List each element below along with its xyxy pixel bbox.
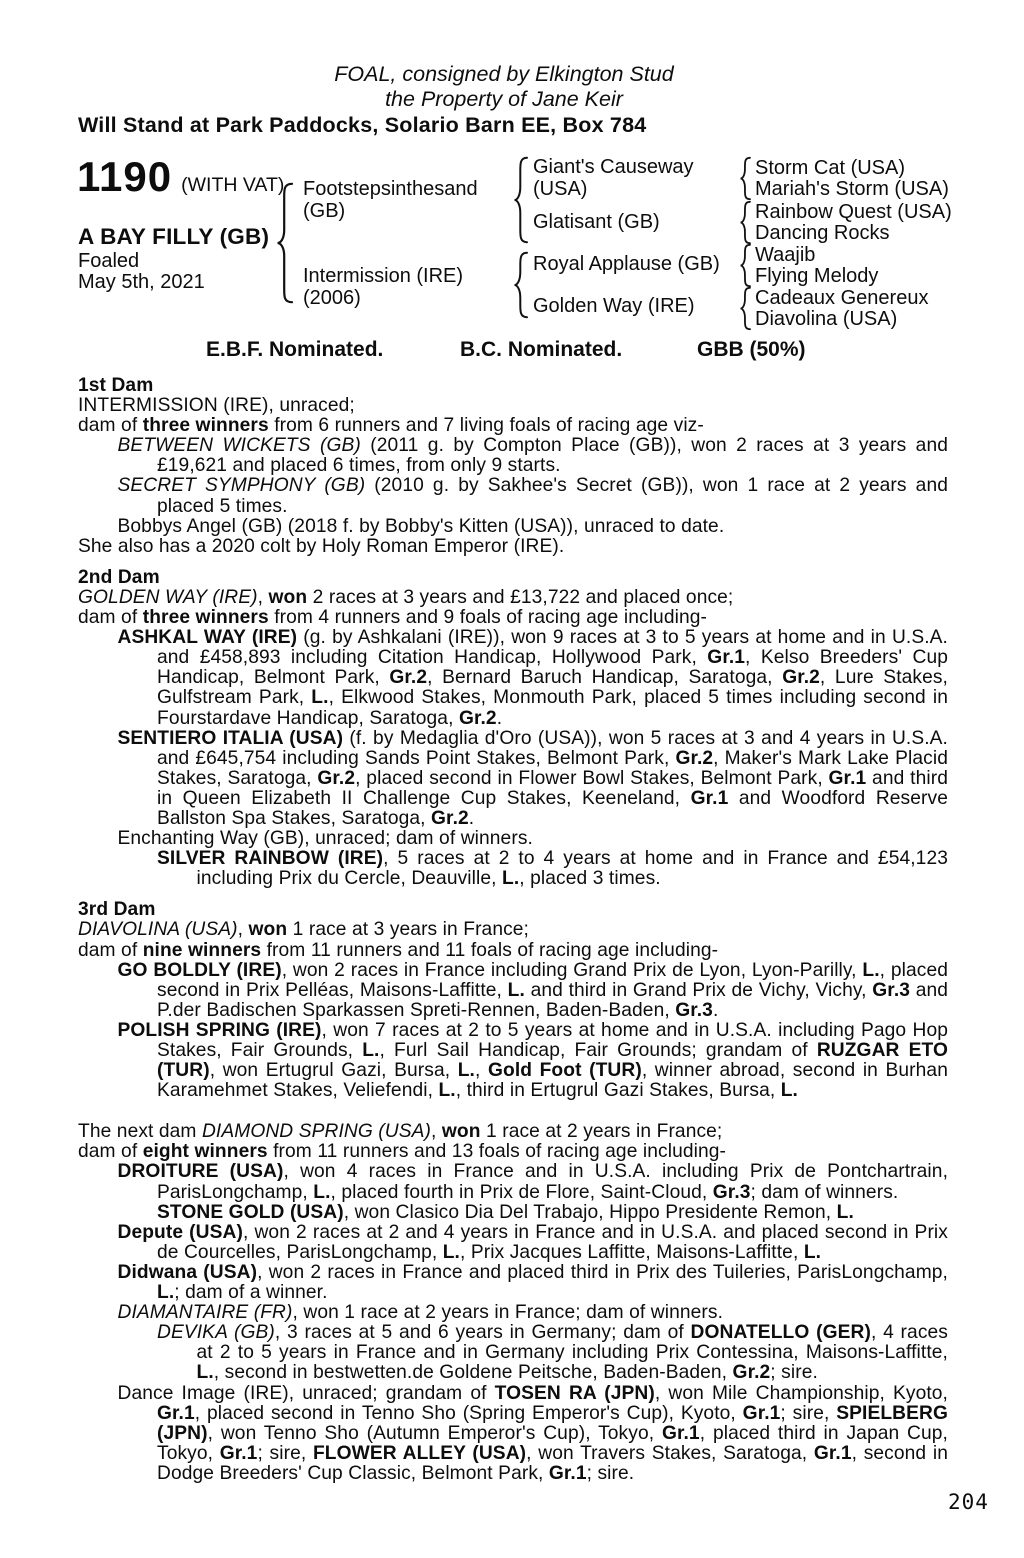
grandparent-entry — [533, 296, 695, 318]
pedigree-paragraph: Depute (USA), won 2 races at 2 and 4 years in France and in U.S.A. and placed second in Prix de Courcelles, ParisLongchamp, L., Prix Jacques Laffitte, Maisons-Laffitte, L. — [117, 1221, 948, 1263]
emphasis-bold: three winners — [142, 415, 269, 437]
lot-number: 1190 — [77, 153, 173, 200]
pedigree-name-line: (GB) — [303, 199, 346, 222]
pedigree-paragraph: She also has a 2020 colt by Holy Roman Emperor (IRE). — [78, 535, 565, 557]
emphasis-bold: Gr.1 — [219, 1442, 258, 1464]
emphasis-italic: DIAMOND SPRING (USA) — [201, 1121, 432, 1143]
pedigree-paragraph: STONE GOLD (USA), won Clasico Dia Del Trabajo, Hippo Presidente Remon, L. — [157, 1201, 854, 1223]
emphasis-bold: Gr.3 — [675, 999, 713, 1021]
pedigree-name-line: Waajib — [755, 244, 816, 266]
pedigree-paragraph: dam of three winners from 6 runners and 7 living foals of racing age viz- — [78, 415, 704, 437]
emphasis-italic: SECRET SYMPHONY (GB) — [117, 475, 366, 497]
pedigree-name-line: Diavolina (USA) — [755, 307, 898, 330]
emphasis-bold: POLISH SPRING (IRE) — [117, 1019, 322, 1041]
emphasis-bold: DROITURE (USA) — [117, 1161, 284, 1183]
grandparent-entry — [533, 157, 694, 200]
pedigree-name-line: Cadeaux Genereux — [755, 287, 929, 309]
pedigree-name-line: Footstepsinthesand — [303, 178, 478, 200]
pedigree-paragraph: dam of eight winners from 11 runners and 13 foals of racing age including- — [78, 1141, 727, 1163]
emphasis-bold: L. — [157, 1282, 175, 1304]
emphasis-bold: nine winners — [142, 939, 262, 961]
emphasis-bold: Gr.2 — [732, 1362, 771, 1384]
emphasis-bold: Gr.2 — [675, 747, 714, 769]
emphasis-bold: Didwana (USA) — [117, 1261, 258, 1283]
emphasis-bold: Gold Foot (TUR) — [487, 1060, 642, 1082]
emphasis-bold: L. — [362, 1040, 380, 1061]
emphasis-bold: Gr.1 — [707, 647, 746, 669]
emphasis-bold: L. — [457, 1060, 475, 1082]
emphasis-bold: eight winners — [142, 1141, 268, 1163]
emphasis-italic: GOLDEN WAY (IRE) — [78, 586, 258, 608]
great-grandparent-pair — [755, 158, 949, 199]
pedigree-name-line: Intermission (IRE) — [303, 265, 464, 287]
pedigree-name-line: Flying Melody — [755, 264, 879, 287]
emphasis-bold: Gr.1 — [828, 767, 867, 789]
emphasis-bold: Gr.2 — [782, 667, 820, 689]
pedigree-name-line: Golden Way (IRE) — [533, 295, 695, 317]
emphasis-italic: DEVIKA (GB) — [157, 1322, 275, 1344]
emphasis-bold: L. — [442, 1241, 460, 1263]
pedigree-name-line: (USA) — [533, 177, 588, 200]
lot-header — [77, 153, 284, 201]
emphasis-bold: FLOWER ALLEY (USA) — [312, 1442, 527, 1464]
vat-note: (WITH VAT) — [181, 174, 285, 196]
emphasis-bold: Gr.1 — [157, 1402, 195, 1424]
pedigree-paragraph: POLISH SPRING (IRE), won 7 races at 2 to 5 years at home and in U.S.A. including Pago Hop Stakes, Fair Grounds, L., Furl Sail Handicap, Fair Grounds; grandam of RUZGAR ETO (TUR), won Ertugrul Gazi, Bursa, L., Gold Foot (TUR), winner abroad, second in Burhan Karamehmet Stakes, Veliefendi, L., third in Ertugrul Gazi Stakes, Bursa, L. — [117, 1019, 948, 1102]
emphasis-bold: L. — [803, 1241, 822, 1263]
pedigree-paragraph: DROITURE (USA), won 4 races in France and in U.S.A. including Prix de Pontchartrain, ParisLongchamp, L., placed fourth in Prix de Flore, Saint-Cloud, Gr.3; dam of winners. — [117, 1161, 948, 1203]
pedigree-paragraph: DIAVOLINA (USA), won 1 race at 3 years in France; — [78, 919, 529, 941]
dam-section — [78, 900, 948, 1101]
emphasis-bold: Gr.1 — [813, 1442, 852, 1464]
emphasis-bold: Gr.2 — [389, 667, 428, 689]
pedigree-name-line: Dancing Rocks — [755, 221, 890, 244]
emphasis-bold: Gr.1 — [742, 1402, 781, 1424]
pedigree-paragraph: BETWEEN WICKETS (GB) (2011 g. by Compton Place (GB)), won 2 races at 3 years and £19,621 and placed 6 times, from only 9 starts. — [117, 435, 948, 477]
pedigree-name-line: Rainbow Quest (USA) — [755, 201, 952, 223]
dam-section — [78, 1122, 948, 1484]
pedigree-paragraph: Didwana (USA), won 2 races in France and placed third in Prix des Tuileries, ParisLongchamp, L.; dam of a winner. — [117, 1261, 948, 1304]
emphasis-bold: Gr.2 — [431, 807, 469, 829]
emphasis-bold: Gr.3 — [872, 979, 911, 1001]
emphasis-bold: L. — [502, 868, 520, 890]
section-title: 1st Dam — [78, 375, 154, 396]
emphasis-bold: ASHKAL WAY (IRE) — [117, 627, 298, 649]
emphasis-italic: DIAMANTAIRE (FR) — [117, 1302, 293, 1324]
pedigree-paragraph: GO BOLDLY (IRE), won 2 races in France including Grand Prix de Lyon, Lyon-Parilly, L., placed second in Prix Pelléas, Maisons-Laffitte, L. and third in Grand Prix de Vichy, Vichy, Gr.3 and P.der Badischen Sparkassen Spreti-Rennen, Baden-Baden, Gr.3. — [117, 959, 949, 1021]
emphasis-italic: DIAVOLINA (USA) — [78, 919, 238, 941]
pedigree-name-line: Royal Applause (GB) — [533, 253, 720, 275]
emphasis-bold: L. — [836, 1201, 854, 1223]
emphasis-bold: Gr.3 — [712, 1181, 751, 1203]
emphasis-bold: won — [248, 919, 288, 941]
emphasis-bold: L. — [313, 1181, 331, 1203]
emphasis-italic: BETWEEN WICKETS (GB) — [117, 435, 361, 457]
dam-section — [78, 568, 948, 890]
emphasis-bold: SENTIERO ITALIA (USA) — [117, 727, 344, 749]
pedigree-brace — [277, 183, 293, 303]
emphasis-bold: TOSEN RA (JPN) — [494, 1382, 655, 1404]
emphasis-bold: Gr.2 — [458, 707, 497, 729]
consignor-line-2: the Property of Jane Keir — [385, 87, 623, 111]
great-grandparent-pair — [755, 288, 928, 329]
ebf-nomination: E.B.F. Nominated. — [206, 338, 384, 361]
pedigree-name-line: Mariah's Storm (USA) — [755, 177, 949, 200]
bc-nomination: B.C. Nominated. — [460, 338, 623, 361]
emphasis-bold: won — [441, 1121, 481, 1143]
pedigree-paragraph: DIAMANTAIRE (FR), won 1 race at 2 years in France; dam of winners. — [117, 1302, 724, 1324]
pedigree-paragraph: dam of nine winners from 11 runners and 11 foals of racing age including- — [78, 939, 719, 961]
emphasis-bold: won — [268, 586, 308, 608]
pedigree-brace — [514, 252, 528, 318]
pedigree-paragraph: SENTIERO ITALIA (USA) (f. by Medaglia d'Oro (USA)), won 5 races at 3 and 4 years in U.S.A. and £645,754 including Sands Point Stakes, Belmont Park, Gr.2, Maker's Mark Lake Placid Stakes, Saratoga, Gr.2, placed second in Flower Bowl Stakes, Belmont Park, Gr.1 and third in Queen Elizabeth II Challenge Cup Stakes, Keeneland, Gr.1 and Woodford Reserve Ballston Spa Stakes, Saratoga, Gr.2. — [117, 727, 948, 829]
emphasis-bold: L. — [780, 1080, 798, 1102]
pedigree-name-line: (2006) — [303, 286, 361, 309]
consignor-line-1: FOAL, consigned by Elkington Stud — [334, 62, 674, 86]
emphasis-bold: SPIELBERG (JPN) — [157, 1402, 949, 1444]
pedigree-brace — [740, 244, 751, 287]
emphasis-bold: L. — [311, 687, 329, 709]
grandparent-entry — [533, 254, 720, 276]
emphasis-bold: L. — [507, 979, 525, 1001]
pedigree-name-line: Storm Cat (USA) — [755, 157, 906, 179]
emphasis-bold: GO BOLDLY (IRE) — [117, 959, 282, 981]
pedigree-paragraph: GOLDEN WAY (IRE), won 2 races at 3 years and £13,722 and placed once; — [78, 586, 734, 608]
emphasis-bold: STONE GOLD (USA) — [157, 1201, 344, 1223]
emphasis-bold: SILVER RAINBOW (IRE) — [157, 848, 384, 870]
emphasis-bold: RUZGAR ETO (TUR) — [157, 1040, 948, 1082]
emphasis-bold: Gr.1 — [690, 787, 729, 809]
sire-entry — [303, 179, 478, 222]
emphasis-bold: L. — [438, 1080, 456, 1102]
pedigree-paragraph: Bobbys Angel (GB) (2018 f. by Bobby's Kitten (USA)), unraced to date. — [117, 515, 725, 537]
pedigree-paragraph: INTERMISSION (IRE), unraced; — [78, 395, 355, 417]
emphasis-bold: L. — [862, 959, 880, 981]
gbb-nomination: GBB (50%) — [697, 338, 806, 361]
grandparent-entry — [533, 212, 660, 234]
horse-description: A BAY FILLY (GB) — [78, 224, 270, 249]
emphasis-bold: Gr.1 — [661, 1422, 700, 1444]
foaled-date: May 5th, 2021 — [78, 271, 205, 293]
pedigree-body — [78, 376, 948, 1484]
section-title: 3rd Dam — [78, 899, 156, 921]
pedigree-paragraph: SILVER RAINBOW (IRE), 5 races at 2 to 4 years at home and in France and £54,123 including Prix du Cercle, Deauville, L., placed 3 times. — [157, 848, 948, 890]
pedigree-name-line: Glatisant (GB) — [533, 211, 660, 233]
dam-section — [78, 376, 948, 557]
emphasis-bold: L. — [196, 1362, 214, 1384]
emphasis-bold: Gr.2 — [317, 767, 356, 789]
emphasis-bold: Depute (USA) — [117, 1221, 243, 1243]
pedigree-paragraph: Enchanting Way (GB), unraced; dam of winners. — [117, 828, 533, 850]
emphasis-bold: three winners — [142, 607, 269, 629]
foaled-label: Foaled — [78, 250, 140, 272]
pedigree-brace — [740, 157, 751, 200]
pedigree-paragraph: ASHKAL WAY (IRE) (g. by Ashkalani (IRE)), won 9 races at 3 to 5 years at home and in U.S.A. and £458,893 including Citation Handicap, Hollywood Park, Gr.1, Kelso Breeders' Cup Handicap, Belmont Park, Gr.2, Bernard Baruch Handicap, Saratoga, Gr.2, Lure Stakes, Gulfstream Park, L., Elkwood Stakes, Monmouth Park, placed 5 times including second in Fourstardave Handicap, Saratoga, Gr.2. — [117, 627, 949, 729]
section-title: 2nd Dam — [78, 566, 160, 588]
great-grandparent-pair — [755, 202, 952, 243]
emphasis-bold: DONATELLO (GER) — [690, 1322, 871, 1344]
stand-location: Will Stand at Park Paddocks, Solario Barn EE, Box 784 — [78, 113, 647, 137]
great-grandparent-pair — [755, 245, 878, 286]
page-number: 204 — [948, 1490, 989, 1514]
pedigree-brace — [514, 157, 528, 243]
pedigree-paragraph: SECRET SYMPHONY (GB) (2010 g. by Sakhee's Secret (GB)), won 1 race at 2 years and placed 5 times. — [117, 475, 948, 517]
pedigree-paragraph: dam of three winners from 4 runners and 9 foals of racing age including- — [78, 607, 707, 629]
pedigree-name-line: Giant's Causeway — [533, 156, 694, 178]
pedigree-brace — [740, 201, 751, 244]
pedigree-paragraph: Dance Image (IRE), unraced; grandam of TOSEN RA (JPN), won Mile Championship, Kyoto, Gr.1, placed second in Tenno Sho (Spring Emperor's Cup), Kyoto, Gr.1; sire, SPIELBERG (JPN), won Tenno Sho (Autumn Emperor's Cup), Tokyo, Gr.1, placed third in Japan Cup, Tokyo, Gr.1; sire, FLOWER ALLEY (USA), won Travers Stakes, Saratoga, Gr.1, second in Dodge Breeders' Cup Classic, Belmont Park, Gr.1; sire. — [117, 1382, 949, 1484]
pedigree-paragraph: The next dam DIAMOND SPRING (USA), won 1 race at 2 years in France; — [78, 1121, 723, 1143]
emphasis-bold: Gr.1 — [548, 1462, 587, 1484]
pedigree-paragraph: DEVIKA (GB), 3 races at 5 and 6 years in Germany; dam of DONATELLO (GER), 4 races at 2 to 5 years in France and in Germany including Prix Contessina, Maisons-Laffitte, L., second in bestwetten.de Goldene Peitsche, Baden-Baden, Gr.2; sire. — [157, 1322, 948, 1384]
dam-entry — [303, 266, 463, 309]
pedigree-brace — [740, 287, 751, 330]
consignor-heading — [78, 62, 930, 112]
